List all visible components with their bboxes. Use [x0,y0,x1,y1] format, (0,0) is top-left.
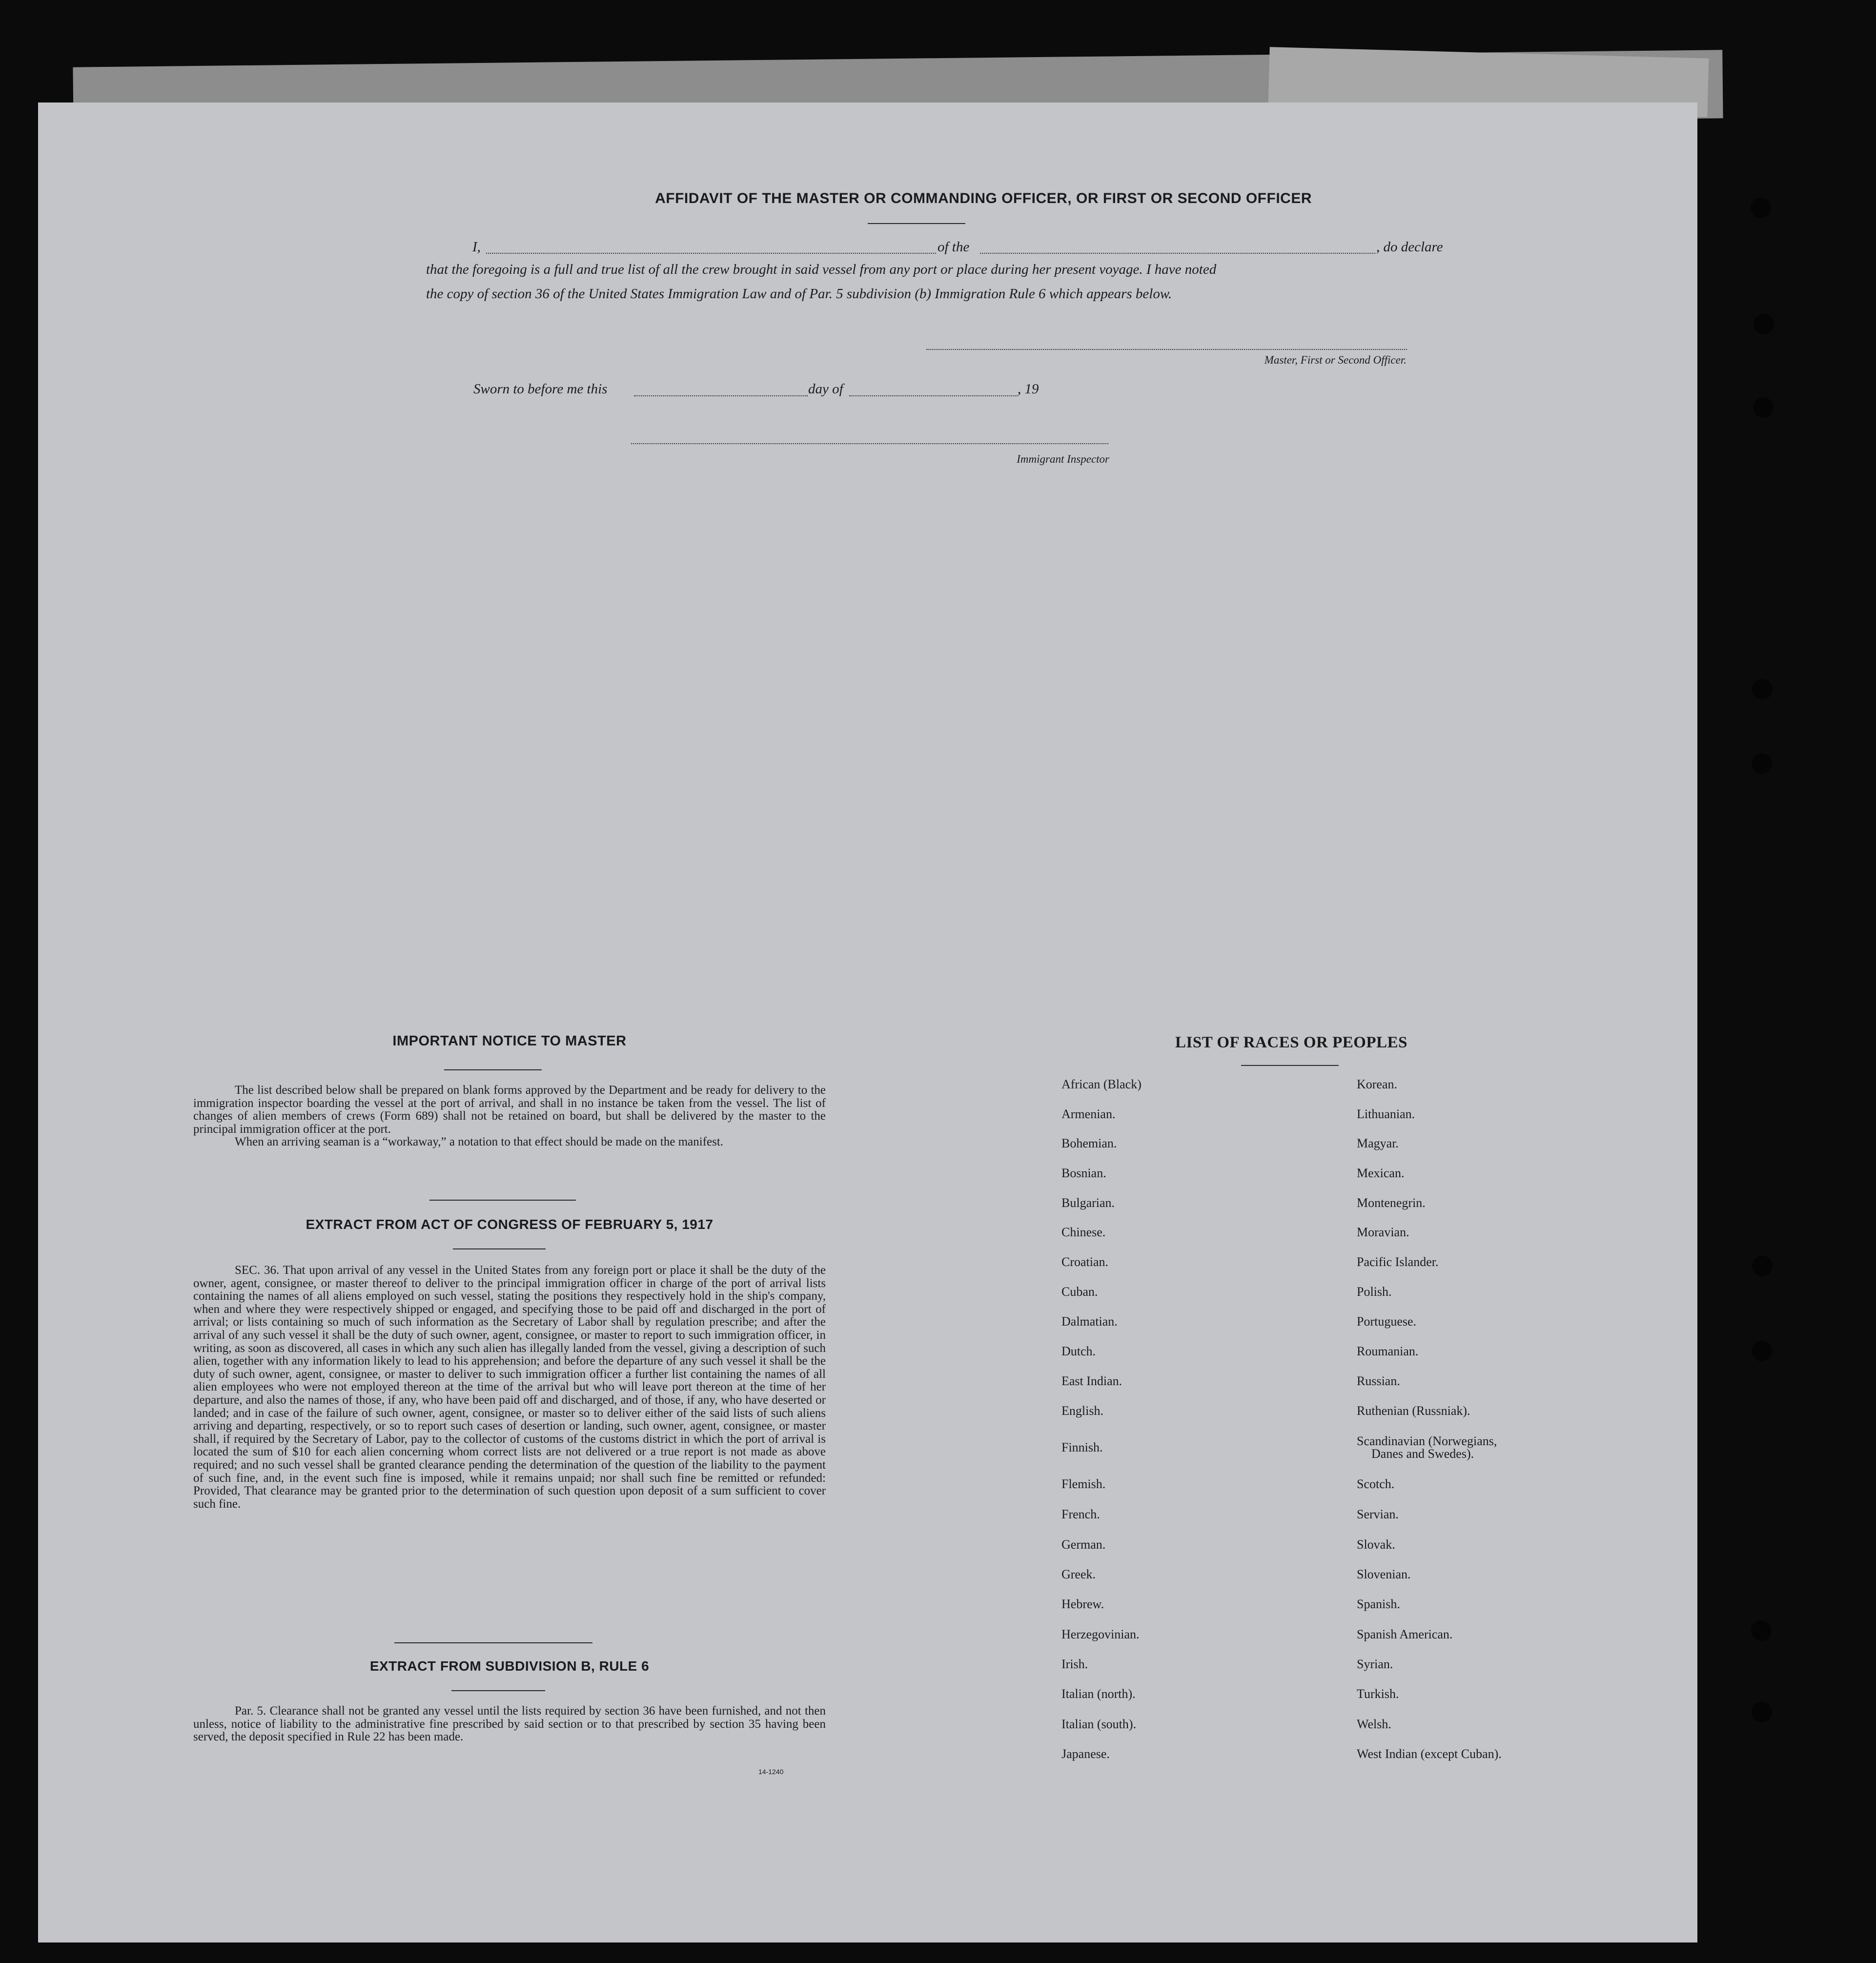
punch-hole [1752,754,1772,774]
race-item: Ruthenian (Russniak). [1357,1404,1470,1418]
race-item: Portuguese. [1357,1314,1417,1329]
notice-paragraph-2: When an arriving seaman is a “workaway,” a notation to that effect should be made on the manifest. [235,1135,724,1149]
race-item: Montenegrin. [1357,1196,1426,1210]
affidavit-body-line: that the foregoing is a full and true list of all the crew brought in said vessel from any port or place during her present voyage. I have noted [426,262,1217,277]
race-item: Turkish. [1357,1687,1399,1701]
act-extract-title: EXTRACT FROM ACT OF CONGRESS OF FEBRUARY 5, 1917 [306,1217,714,1232]
form-number: 14-1240 [758,1768,784,1776]
act-extract-text [193,1264,826,1511]
race-item: Syrian. [1357,1657,1393,1671]
inspector-label: Immigrant Inspector [1017,453,1109,465]
notice-title-rule [444,1069,542,1070]
notice-text [193,1084,826,1149]
race-item: Dalmatian. [1061,1314,1118,1329]
race-item-continuation: Danes and Swedes). [1371,1447,1474,1461]
vessel-name-field[interactable] [980,253,1375,254]
race-item: French. [1061,1507,1100,1521]
race-item: West Indian (except Cuban). [1357,1747,1502,1761]
races-title: LIST OF RACES OR PEOPLES [1175,1034,1407,1051]
punch-hole [1752,1256,1773,1276]
declarant-prefix: I, [472,239,481,255]
punch-hole [1754,314,1774,334]
race-item: African (Black) [1061,1077,1142,1091]
race-item: Slovenian. [1357,1567,1411,1581]
race-item: East Indian. [1061,1374,1122,1388]
race-item: Hebrew. [1061,1597,1104,1611]
declare-label: , do declare [1376,239,1443,255]
race-item: Bohemian. [1061,1136,1117,1150]
race-item: Italian (north). [1061,1687,1136,1701]
sworn-year-label: , 19 [1018,381,1039,397]
punch-hole [1752,1341,1772,1361]
race-item: Spanish. [1357,1597,1400,1611]
race-item: Flemish. [1061,1477,1106,1491]
inspector-signature-line[interactable] [631,443,1108,444]
rule-extract-text [193,1705,826,1744]
race-item: Servian. [1357,1507,1399,1521]
race-item: Dutch. [1061,1344,1096,1358]
race-item: Italian (south). [1061,1717,1137,1731]
race-item: Scandinavian (Norwegians, [1357,1434,1497,1448]
notice-title: IMPORTANT NOTICE TO MASTER [392,1033,627,1049]
rule-extract-title: EXTRACT FROM SUBDIVISION B, RULE 6 [369,1658,650,1674]
race-item: Bosnian. [1061,1166,1106,1180]
race-item: Lithuanian. [1357,1107,1415,1121]
punch-hole [1751,1620,1772,1641]
punch-hole [1751,198,1771,218]
section-36-paragraph: SEC. 36. That upon arrival of any vessel in the United States from any foreign port or place it shall be the duty of the owner, agent, consignee, or master thereof to deliver to the principal immigration officer in charge of the port of arrival lists containing the names of all aliens employed on such vessel, stating the positions they respectively hold in the ship's company, when and where they were respectively shipped or engaged, and specifying those to be paid off and discharged in the port of arrival; or lists containing so much of such information as the Secretary of Labor shall by regulation prescribe; and after the arrival of any such vessel it shall be the duty of such owner, agent, consignee, or master to report to such immigration officer, in writing, as soon as discovered, all cases in which any such alien has illegally landed from the vessel, giving a description of such alien, together with any information likely to lead to his apprehension; and before the departure of any such vessel it shall be the duty of such owner, agent, consignee, or master to deliver to such immigration officer a further list containing the names of all alien employees who were not employed thereon at the time of the arrival but who will leave port thereon at the time of her departure, and also the names of those, if any, who have been paid off and discharged, and of those, if any, who have deserted or landed; and in case of the failure of such owner, agent, consignee, or master so to deliver either of the said lists of such aliens arriving and departing, respectively, or so to report such cases of desertion or landing, such owner, agent, consignee, or master shall, if required by the Secretary of Labor, pay to the collector of customs of the customs district in which the port of arrival is located the sum of $10 for each alien concerning whom correct lists are not delivered or a true report is not made as above required; and no such vessel shall be granted clearance pending the determination of the question of the liability to the payment of such fine, and, in the event such fine is imposed, while it remains unpaid; nor shall such fine be remitted or refunded: Provided, That clearance may be granted prior to the determination of such question upon deposit of a sum sufficient to cover such fine. [193,1264,826,1511]
race-item: Bulgarian. [1061,1196,1115,1210]
rule-title-rule [451,1690,545,1691]
race-item: German. [1061,1537,1106,1552]
race-item: Finnish. [1061,1440,1103,1454]
race-item: Armenian. [1061,1107,1116,1121]
declarant-name-field[interactable] [486,253,936,254]
race-item: Welsh. [1357,1717,1391,1731]
sworn-prefix: Sworn to before me this [473,381,608,397]
race-item: Korean. [1357,1077,1398,1091]
races-title-rule [1241,1065,1339,1066]
par-5-paragraph: Par. 5. Clearance shall not be granted any vessel until the lists required by section 36 have been furnished, and not then unless, notice of liability to the administrative fine prescribed by said section or to that prescribed by section 35 having been served, the deposit specified in Rule 22 has been made. [193,1704,826,1744]
notice-paragraph-1: The list described below shall be prepared on blank forms approved by the Department and be ready for delivery to the immigration inspector boarding the vessel at the port of arrival, and shall in no instance be taken from the vessel. The list of changes of alien members of crews (Form 689) shall not be retained on board, but shall be delivered by the master to the principal immigration officer at the port. [193,1084,826,1136]
manifest-page [38,102,1697,1943]
race-item: Pacific Islander. [1357,1255,1439,1269]
race-item: Moravian. [1357,1225,1409,1239]
punch-hole [1752,1702,1772,1722]
race-item: Japanese. [1061,1747,1110,1761]
sworn-month-field[interactable] [849,395,1018,396]
race-item: Irish. [1061,1657,1088,1671]
race-item: English. [1061,1404,1103,1418]
of-the-label: of the [938,239,970,255]
race-item: Roumanian. [1357,1344,1419,1358]
officer-signature-line[interactable] [926,349,1407,350]
race-item: Chinese. [1061,1225,1106,1239]
affidavit-body-line: the copy of section 36 of the United States Immigration Law and of Par. 5 subdivision (b) Immigration Rule 6 which appears below. [426,286,1172,302]
punch-hole [1752,679,1773,699]
sworn-day-of-label: day of [808,381,843,397]
act-title-rule [453,1248,546,1249]
race-item: Magyar. [1357,1136,1399,1150]
section-rule [429,1200,576,1201]
race-item: Greek. [1061,1567,1096,1581]
officer-signature-label: Master, First or Second Officer. [1264,354,1407,366]
title-underline [868,223,965,224]
race-item: Herzegovinian. [1061,1627,1140,1641]
race-item: Polish. [1357,1285,1392,1299]
race-item: Cuban. [1061,1285,1098,1299]
race-item: Mexican. [1357,1166,1405,1180]
race-item: Croatian. [1061,1255,1109,1269]
race-item: Russian. [1357,1374,1400,1388]
race-item: Spanish American. [1357,1627,1453,1641]
affidavit-title: AFFIDAVIT OF THE MASTER OR COMMANDING OFFICER, OR FIRST OR SECOND OFFICER [655,190,1312,206]
punch-hole [1753,397,1774,418]
race-item: Slovak. [1357,1537,1395,1552]
race-item: Scotch. [1357,1477,1395,1491]
sworn-day-field[interactable] [634,395,808,396]
section-rule [394,1642,592,1643]
